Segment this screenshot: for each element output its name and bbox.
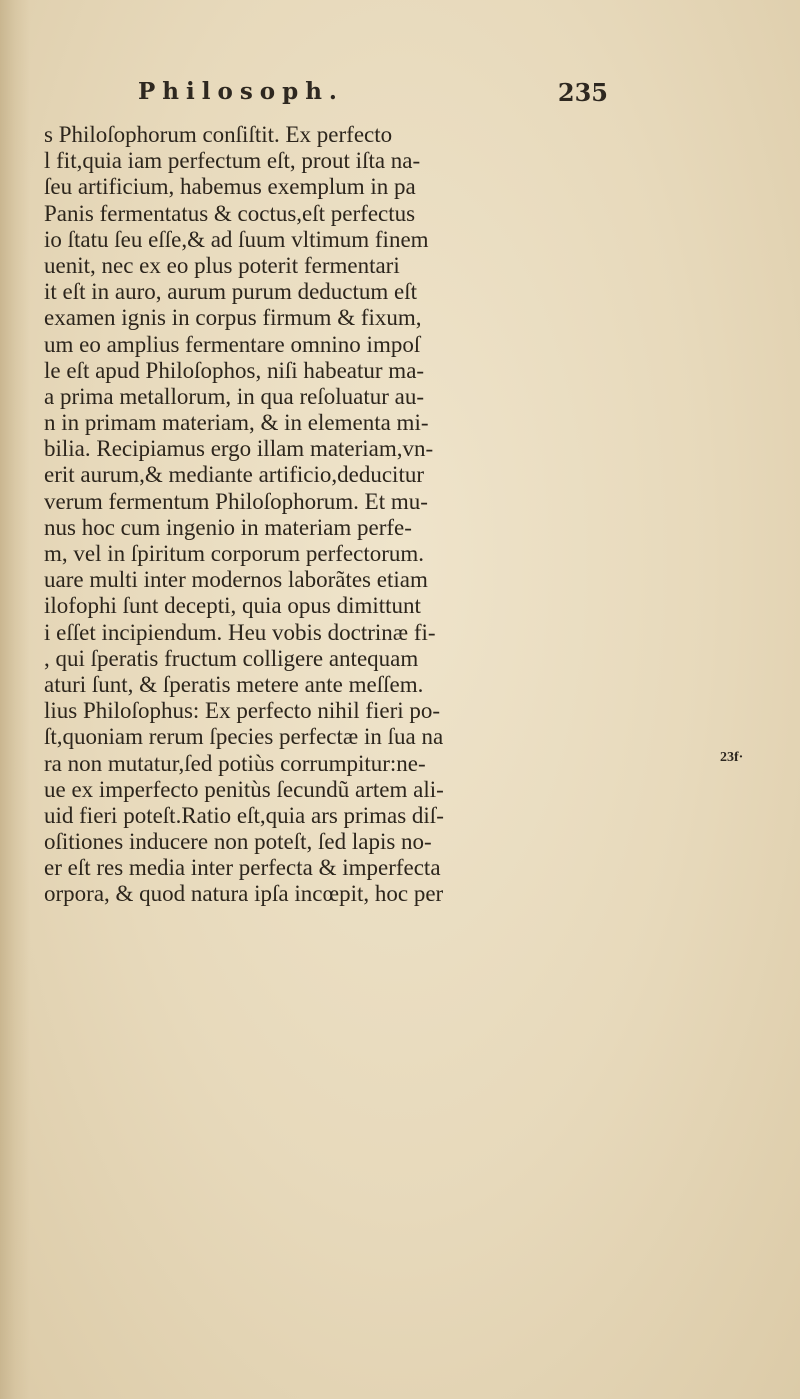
text-line: ue ex imperfecto penitùs ſecundũ artem ali- xyxy=(44,776,444,802)
text-line: um eo amplius fermentare omnino impoſ xyxy=(44,331,421,357)
text-line: lius Philoſophus: Ex perfecto nihil fieri po- xyxy=(44,698,441,724)
body-text xyxy=(44,122,624,907)
text-line: examen ignis in corpus firmum & fixum, xyxy=(44,305,422,331)
text-line: Panis fermentatus & coctus,eſt perfectus xyxy=(44,200,416,226)
text-line: uenit, nec ex eo plus poterit fermentari xyxy=(44,252,400,278)
text-line: verum fermentum Philoſophorum. Et mu- xyxy=(44,488,428,514)
text-line: uid fieri poteſt.Ratio eſt,quia ars primas diſ- xyxy=(44,802,444,828)
text-line: er eſt res media inter perfecta & imperfecta xyxy=(44,855,441,881)
text-line: a prima metallorum, in qua reſoluatur au- xyxy=(44,383,425,409)
text-line: ſt,quoniam rerum ſpecies perfectæ in ſua na xyxy=(44,724,444,750)
text-line: i eſſet incipiendum. Heu vobis doctrinæ fi- xyxy=(44,619,436,645)
text-line: l fit,quia iam perfectum eſt, prout iſta na- xyxy=(44,148,421,174)
text-line: bilia. Recipiamus ergo illam materiam,vn- xyxy=(44,436,434,462)
text-line: it eſt in auro, aurum purum deductum eſt xyxy=(44,279,418,305)
catchword: 23f· xyxy=(720,750,744,765)
running-head xyxy=(138,78,608,118)
text-line: aturi ſunt, & ſperatis metere ante meſſem. xyxy=(44,671,424,697)
text-line: oſitiones inducere non poteſt, ſed lapis no- xyxy=(44,829,432,855)
text-line: uare multi inter modernos laborãtes etiam xyxy=(44,567,428,593)
text-line: m, vel in ſpiritum corporum perfectorum. xyxy=(44,541,425,566)
text-line: orpora, & quod natura ipſa incœpit, hoc per xyxy=(44,881,444,907)
text-line: , qui ſperatis fructum colligere antequam xyxy=(44,645,419,671)
text-line: erit aurum,& mediante artificio,deducitur xyxy=(44,462,424,488)
text-line: ilofophi ſunt decepti, quia opus dimittunt xyxy=(44,593,421,619)
text-line: io ſtatu ſeu eſſe,& ad ſuum vltimum finem xyxy=(44,226,429,252)
page-number: 235 xyxy=(557,78,608,107)
text-line: s Philoſophorum conſiſtit. Ex perfecto xyxy=(44,122,393,147)
text-line: nus hoc cum ingenio in materiam perfe- xyxy=(44,514,412,540)
text-line: ſeu artificium, habemus exemplum in pa xyxy=(44,174,416,200)
text-line: n in primam materiam, & in elementa mi- xyxy=(44,410,429,436)
text-line: ra non mutatur,ſed potiùs corrumpitur:ne- xyxy=(44,750,426,776)
gutter-shadow xyxy=(0,0,30,1399)
page-title: Philosoph. xyxy=(138,78,344,105)
text-line: le eſt apud Philoſophos, niſi habeatur ma- xyxy=(44,357,425,383)
